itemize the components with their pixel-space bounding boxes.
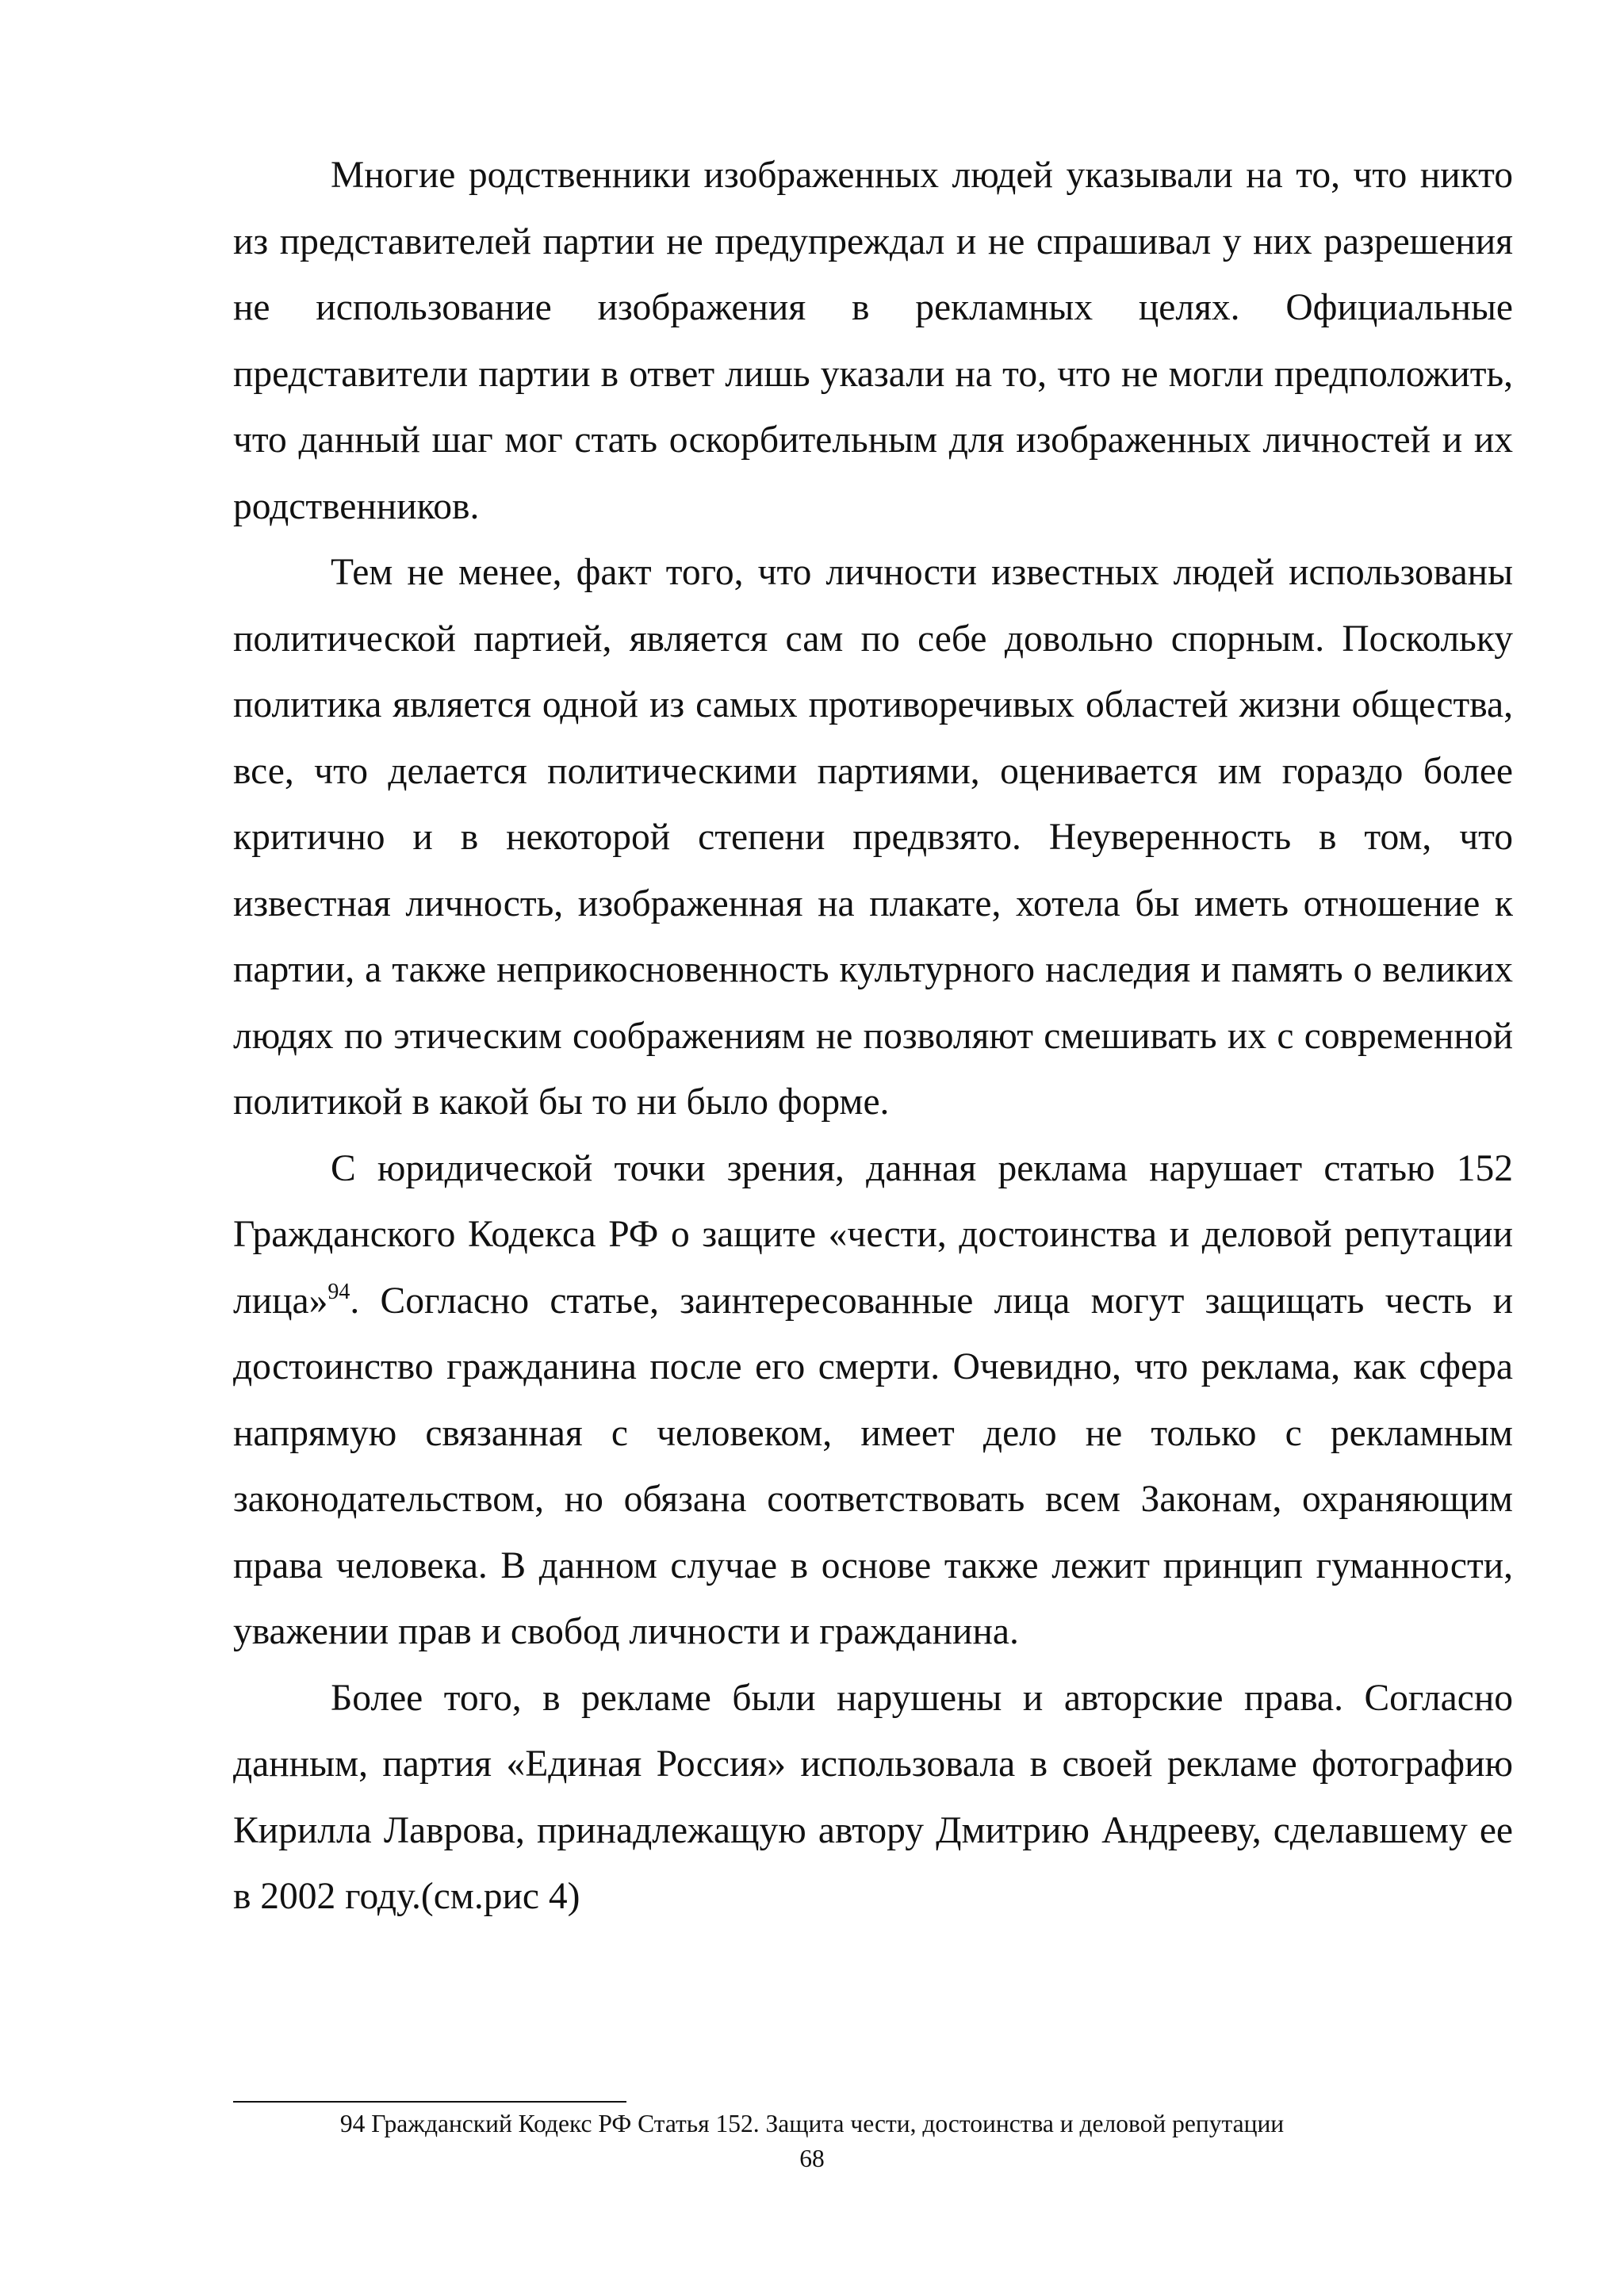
- footnote-reference[interactable]: 94: [327, 1279, 350, 1304]
- paragraph: Более того, в рекламе были нарушены и авторские права. Согласно данным, партия «Единая Россия» использовала в своей рекламе фотографию Кирилла Лаврова, принадлежащую автору Дмитрию Андрееву, сделавшему ее в 2002 году.(см.рис 4): [233, 1677, 1513, 1917]
- footnote-divider: [233, 2101, 626, 2103]
- body-text: [233, 143, 1513, 1931]
- paragraph: Многие родственники изображенных людей указывали на то, что никто из представителей партии не предупреждал и не спрашивал у них разрешения не использование изображения в рекламных целях. Официальные представители партии в ответ лишь указали на то, что не могли предположить, что данный шаг мог стать оскорбительным для изображенных личностей и их родственников.: [233, 155, 1513, 527]
- paragraph: Тем не менее, факт того, что личности известных людей использованы политической партией, является сам по себе довольно спорным. Поскольку политика является одной из самых противоречивых областей жизни общества, все, что делается политическими партиями, оценивается им гораздо более критично и в некоторой степени предвзято. Неуверенность в том, что известная личность, изображенная на плакате, хотела бы иметь отношение к партии, а также неприкосновенность культурного наследия и память о великих людях по этическим соображениям не позволяют смешивать их с современной политикой в какой бы то ни было форме.: [233, 552, 1513, 1123]
- page-number: 68: [799, 2145, 825, 2172]
- footnote: 94 Гражданский Кодекс РФ Статья 152. Защита чести, достоинства и деловой репутации: [339, 2110, 1285, 2137]
- paragraph-text: С юридической точки зрения, данная реклама нарушает статью 152 Гражданского Кодекса РФ о защите «чести, достоинства и деловой репутации лица»: [233, 1147, 1513, 1322]
- paragraph: [233, 1136, 1513, 1666]
- paragraph-text: . Согласно статье, заинтересованные лица могут защищать честь и достоинство гражданина после его смерти. Очевидно, что реклама, как сфера напрямую связанная с человеком, имеет дело не только с рекламным законодательством, но обязана соответствовать всем Законам, охраняющим права человека. В данном случае в основе также лежит принцип гуманности, уважении прав и свобод личности и гражданина.: [233, 1280, 1513, 1652]
